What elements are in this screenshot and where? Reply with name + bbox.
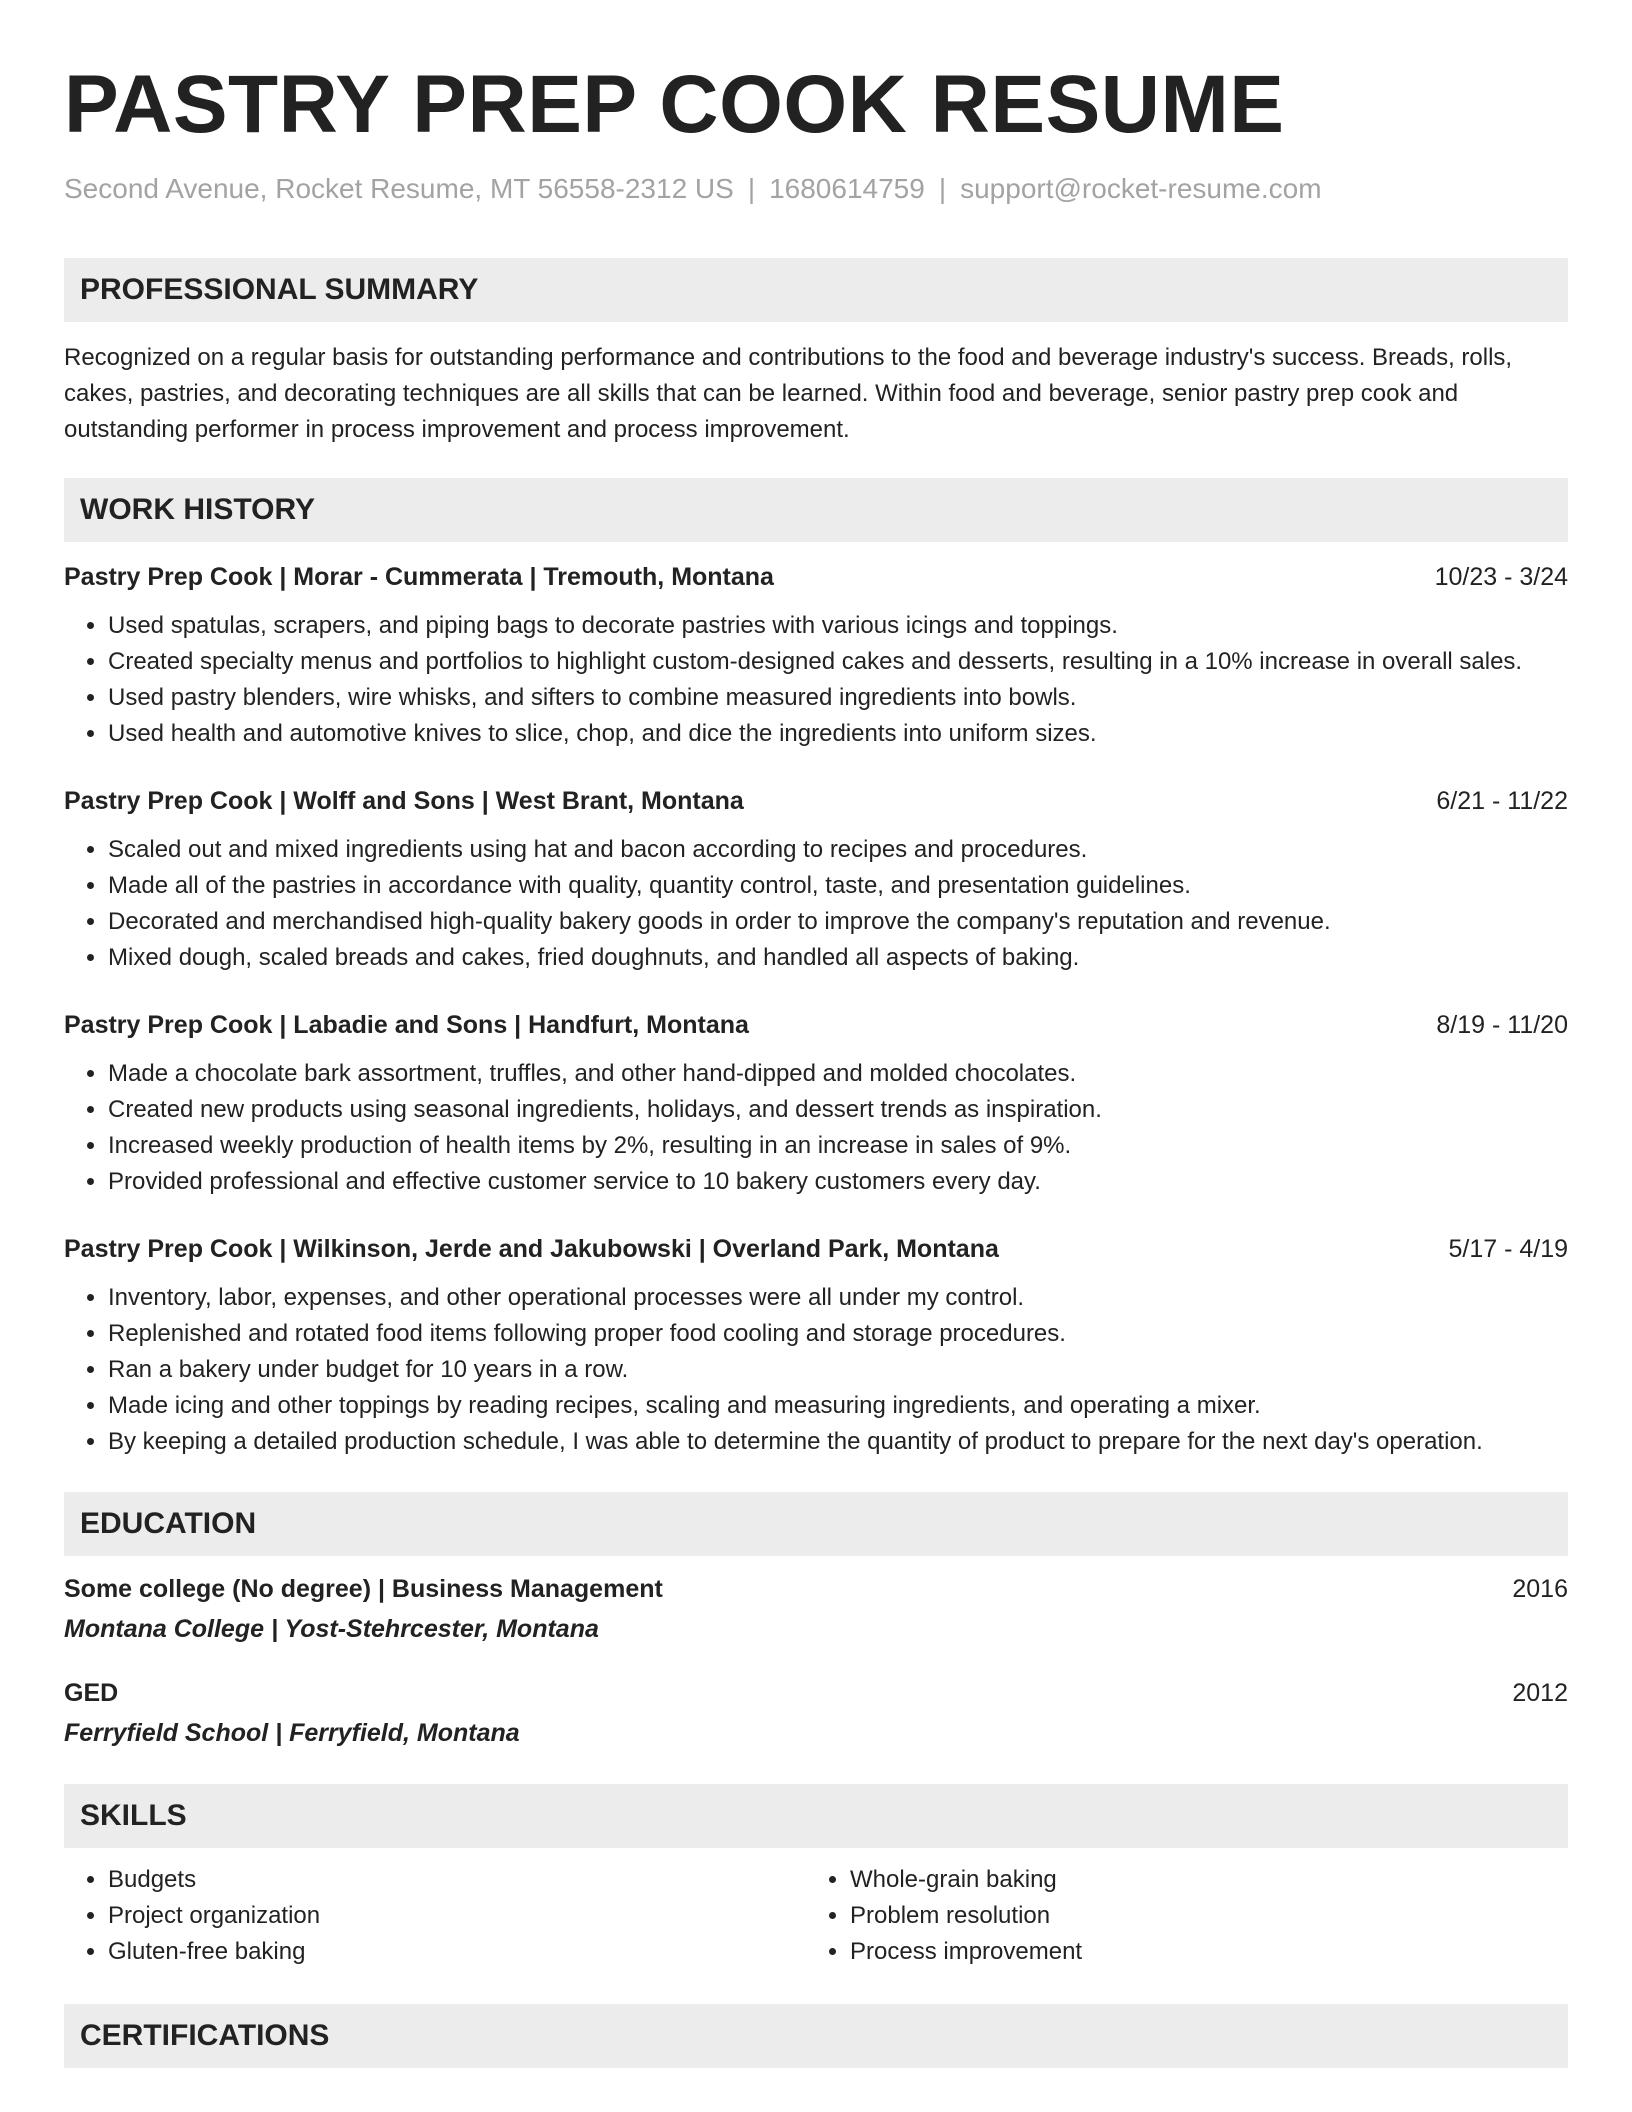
job-bullet: • Decorated and merchandised high-quality bakery goods in order to improve the company's reputation and revenue. [108,904,1568,940]
job-bullet: • Provided professional and effective customer service to 10 bakery customers every day. [108,1164,1568,1200]
job-heading [64,1008,1568,1042]
job-entry [64,560,1568,752]
education-year: 2012 [1512,1679,1568,1707]
job-bullet: • By keeping a detailed production schedule, I was able to determine the quantity of product to prepare for the next day's operation. [108,1424,1568,1460]
section-header-skills: SKILLS [64,1784,1568,1848]
education-degree: Some college (No degree) | Business Management [64,1575,663,1603]
skill-item: • Project organization [108,1898,806,1934]
job-title-company-location: Pastry Prep Cook | Wilkinson, Jerde and Jakubowski | Overland Park, Montana [64,1235,999,1263]
job-entry [64,1008,1568,1200]
skill-item: • Whole-grain baking [850,1862,1568,1898]
job-dates: 5/17 - 4/19 [1448,1235,1568,1263]
job-bullet: • Ran a bakery under budget for 10 years in a row. [108,1352,1568,1388]
education-school: Montana College | Yost-Stehrcester, Montana [64,1615,599,1643]
job-bullets [64,608,1568,752]
job-dates: 8/19 - 11/20 [1436,1011,1568,1039]
job-heading [64,560,1568,594]
contact-line [64,172,1568,206]
job-bullet: • Made all of the pastries in accordance with quality, quantity control, taste, and presentation guidelines. [108,868,1568,904]
job-bullet: • Created new products using seasonal ingredients, holidays, and dessert trends as inspiration. [108,1092,1568,1128]
education-school: Ferryfield School | Ferryfield, Montana [64,1719,520,1747]
job-bullet: • Inventory, labor, expenses, and other operational processes were all under my control. [108,1280,1568,1316]
contact-separator: | [747,173,756,204]
job-bullets [64,1280,1568,1460]
job-dates: 10/23 - 3/24 [1434,563,1568,591]
section-header-certifications: CERTIFICATIONS [64,2004,1568,2068]
education-entry [64,1676,1568,1750]
job-dates: 6/21 - 11/22 [1436,787,1568,815]
skill-item: • Gluten-free baking [108,1934,806,1970]
skills-column-right [806,1862,1568,1970]
job-title-company-location: Pastry Prep Cook | Wolff and Sons | West Brant, Montana [64,787,744,815]
skill-item: • Budgets [108,1862,806,1898]
section-header-work-history: WORK HISTORY [64,478,1568,542]
job-bullet: • Used pastry blenders, wire whisks, and sifters to combine measured ingredients into bowls. [108,680,1568,716]
job-heading [64,1232,1568,1266]
contact-separator: | [938,173,947,204]
job-bullet: • Used health and automotive knives to slice, chop, and dice the ingredients into uniform sizes. [108,716,1568,752]
skill-item: • Process improvement [850,1934,1568,1970]
job-bullet: • Made icing and other toppings by reading recipes, scaling and measuring ingredients, and operating a mixer. [108,1388,1568,1424]
contact-address: Second Avenue, Rocket Resume, MT 56558-2312 US [64,173,734,204]
job-bullet: • Used spatulas, scrapers, and piping bags to decorate pastries with various icings and toppings. [108,608,1568,644]
skill-item: • Problem resolution [850,1898,1568,1934]
education-year: 2016 [1512,1575,1568,1603]
job-entry [64,1232,1568,1460]
job-title-company-location: Pastry Prep Cook | Labadie and Sons | Handfurt, Montana [64,1011,749,1039]
contact-email: support@rocket-resume.com [960,173,1322,204]
job-heading [64,784,1568,818]
job-bullet: • Mixed dough, scaled breads and cakes, fried doughnuts, and handled all aspects of baking. [108,940,1568,976]
job-bullet: • Created specialty menus and portfolios to highlight custom-designed cakes and desserts, resulting in a 10% increase in overall sales. [108,644,1568,680]
education-heading [64,1572,1568,1606]
summary-text: Recognized on a regular basis for outstanding performance and contributions to the food and beverage industry's success. Breads, rolls, cakes, pastries, and decorating techniques are all skills that can be learned. Within food and beverage, senior pastry prep cook and outstanding performer in process improvement and process improvement. [64,344,1513,443]
job-entry [64,784,1568,976]
section-header-summary: PROFESSIONAL SUMMARY [64,258,1568,322]
job-bullet: • Replenished and rotated food items following proper food cooling and storage procedures. [108,1316,1568,1352]
job-bullets [64,1056,1568,1200]
skills-list [64,1862,1568,1970]
education-degree: GED [64,1679,119,1707]
resume-title: PASTRY PREP COOK RESUME [64,59,1285,150]
job-bullet: • Increased weekly production of health items by 2%, resulting in an increase in sales of 9%. [108,1128,1568,1164]
skills-column-left [64,1862,806,1970]
education-entry [64,1572,1568,1646]
section-header-education: EDUCATION [64,1492,1568,1556]
contact-phone: 1680614759 [769,173,925,204]
job-bullet: • Scaled out and mixed ingredients using hat and bacon according to recipes and procedures. [108,832,1568,868]
education-heading [64,1676,1568,1710]
job-title-company-location: Pastry Prep Cook | Morar - Cummerata | Tremouth, Montana [64,563,774,591]
job-bullet: • Made a chocolate bark assortment, truffles, and other hand-dipped and molded chocolates. [108,1056,1568,1092]
job-bullets [64,832,1568,976]
